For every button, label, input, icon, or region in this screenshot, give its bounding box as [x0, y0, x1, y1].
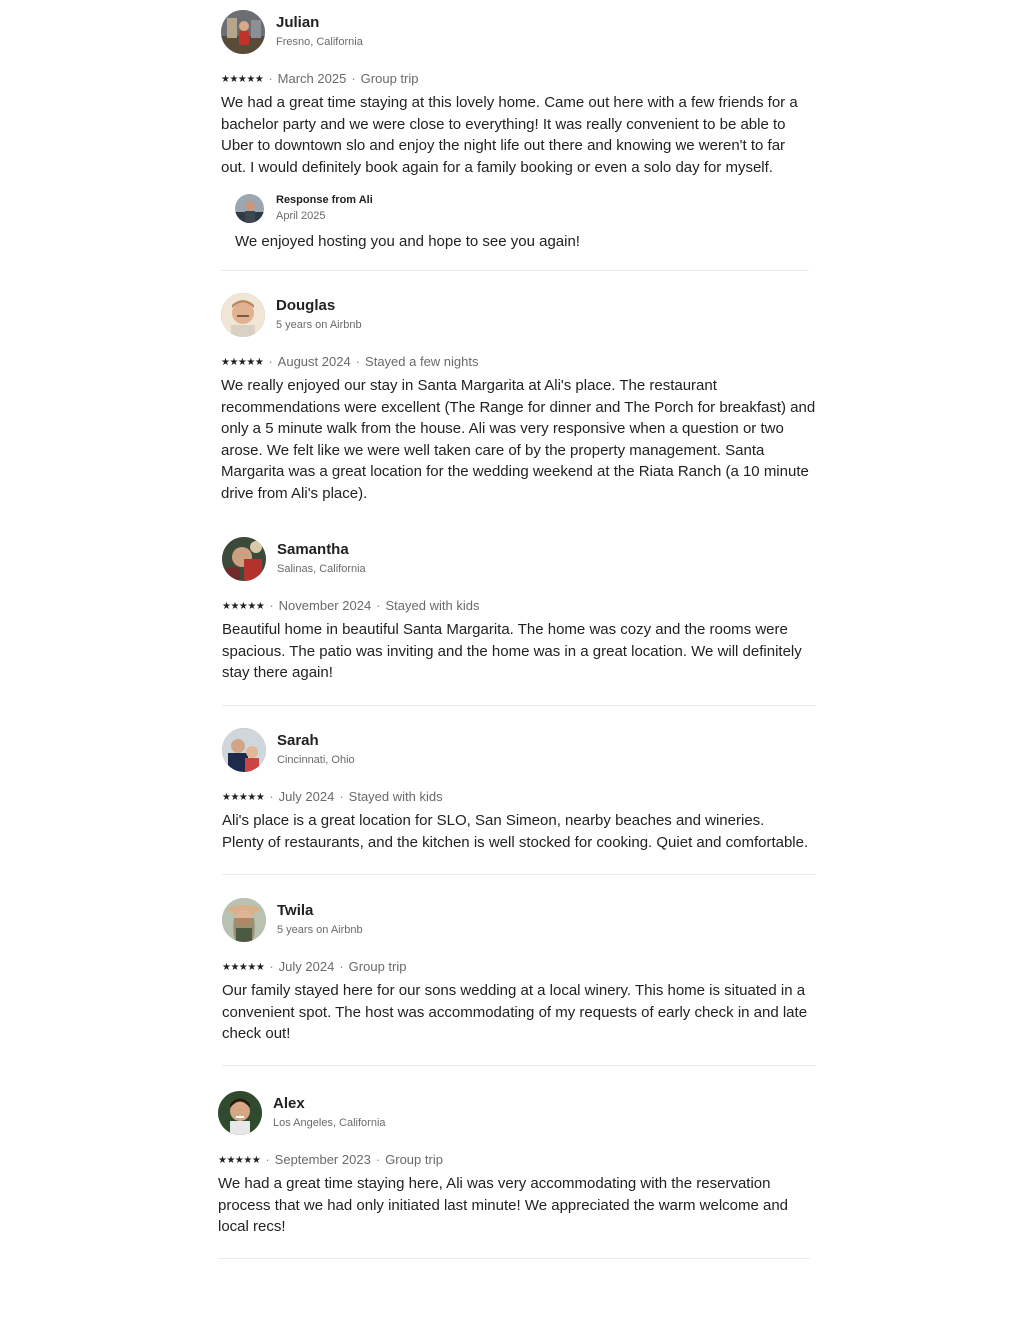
review-text: We had a great time staying at this lovely home. Came out here with a few friends for a bachelor party and we were close to everything! It was really convenient to be able to Uber to downtown slo and enjoy the night life out there and knowing we weren't to far out. I would definitely book again for a family booking or even a solo day for myself.: [221, 94, 798, 176]
review-text: Ali's place is a great location for SLO, San Simeon, nearby beaches and wineries. Plenty of restaurants, and the kitchen is well stocked for cooking. Quiet and comfortable.: [222, 812, 809, 851]
review-text: We really enjoyed our stay in Santa Margarita at Ali's place. The restaurant recommendations were excellent (The Range for dinner and The Porch for breakfast) and only a 5 minute walk from the house. Ali was very responsive when a question or two arose. We felt like we were well taken care of by the property management. Santa Margarita was a great location for the wedding weekend at the Riata Ranch (a 10 minute drive from Ali's place).: [221, 377, 816, 502]
trip-type: Stayed a few nights: [365, 354, 479, 369]
rating-stars: ★★★★★: [221, 357, 264, 368]
reviewer-location: Salinas, California: [277, 563, 366, 575]
trip-type: Stayed with kids: [348, 789, 443, 804]
reviewer-avatar[interactable]: [222, 898, 266, 942]
review-card: [222, 537, 822, 684]
review-date: September 2023: [274, 1152, 371, 1167]
review-divider: [222, 874, 816, 875]
reviewer-name: Julian: [276, 14, 320, 31]
review-date: July 2024: [278, 789, 335, 804]
review-header: [222, 898, 822, 942]
separator-dot: ·: [375, 1152, 381, 1167]
review-header: [221, 10, 821, 54]
review-divider: [218, 1258, 810, 1259]
rating-stars: ★★★★★: [222, 962, 265, 973]
review-text: Beautiful home in beautiful Santa Margarita. The home was cozy and the rooms were spacious. The patio was inviting and the home was in a great location. We will definitely stay there again!: [222, 621, 802, 681]
review-date: March 2025: [277, 71, 347, 86]
separator-dot: ·: [269, 959, 274, 974]
review-meta: [222, 598, 822, 614]
review-date: July 2024: [278, 959, 335, 974]
review-header: [218, 1091, 818, 1135]
separator-dot: ·: [339, 959, 344, 974]
review-divider: [221, 270, 809, 271]
reviewer-tenure: 5 years on Airbnb: [277, 924, 363, 936]
reviewer-name: Sarah: [277, 732, 319, 749]
review-card: [221, 293, 821, 504]
reviewer-name: Douglas: [276, 297, 336, 314]
review-divider: [222, 705, 816, 706]
separator-dot: ·: [351, 71, 356, 86]
reviewer-avatar[interactable]: [222, 728, 266, 772]
trip-type: Group trip: [348, 959, 407, 974]
response-title: Response from Ali: [276, 194, 373, 206]
trip-type: Group trip: [385, 1152, 443, 1167]
reviewer-location: Cincinnati, Ohio: [277, 754, 355, 766]
reviewer-name: Samantha: [277, 541, 349, 558]
rating-stars: ★★★★★: [218, 1155, 261, 1166]
reviewer-name: Twila: [277, 902, 314, 919]
separator-dot: ·: [268, 354, 273, 369]
review-header: [222, 728, 822, 772]
response-text: We enjoyed hosting you and hope to see you again!: [235, 233, 580, 250]
review-date: November 2024: [278, 598, 372, 613]
separator-dot: ·: [269, 598, 274, 613]
reviewer-tenure: 5 years on Airbnb: [276, 319, 362, 331]
rating-stars: ★★★★★: [222, 792, 265, 803]
reviewer-avatar[interactable]: [218, 1091, 262, 1135]
reviewer-location: Los Angeles, California: [273, 1117, 386, 1129]
reviewer-location: Fresno, California: [276, 36, 363, 48]
review-meta: [221, 71, 821, 87]
reviewer-avatar[interactable]: [222, 537, 266, 581]
review-date: August 2024: [277, 354, 351, 369]
review-card: [218, 1091, 818, 1238]
review-divider: [222, 1065, 816, 1066]
reviewer-name: Alex: [273, 1095, 305, 1112]
separator-dot: ·: [265, 1152, 270, 1167]
reviewer-avatar[interactable]: [221, 293, 265, 337]
review-card: [222, 728, 822, 853]
host-avatar[interactable]: [235, 194, 264, 223]
separator-dot: ·: [376, 598, 381, 613]
response-date: April 2025: [276, 210, 326, 222]
rating-stars: ★★★★★: [221, 74, 264, 85]
reviewer-avatar[interactable]: [221, 10, 265, 54]
separator-dot: ·: [355, 354, 361, 369]
separator-dot: ·: [269, 789, 274, 804]
review-meta: [218, 1152, 818, 1168]
separator-dot: ·: [268, 71, 273, 86]
review-meta: [222, 789, 822, 805]
rating-stars: ★★★★★: [222, 601, 265, 612]
review-header: [222, 537, 822, 581]
trip-type: Stayed with kids: [385, 598, 480, 613]
review-card: [221, 10, 821, 250]
review-card: [222, 898, 822, 1045]
review-text: Our family stayed here for our sons wedding at a local winery. This home is situated in a convenient spot. The host was accommodating of my requests of early check in and late check out!: [222, 982, 808, 1042]
review-header: [221, 293, 821, 337]
trip-type: Group trip: [360, 71, 419, 86]
review-meta: [222, 959, 822, 975]
review-text: We had a great time staying here, Ali was very accommodating with the reservation process that we had only initiated last minute! We appreciated the warm welcome and local recs!: [218, 1175, 789, 1235]
review-meta: [221, 354, 821, 370]
separator-dot: ·: [339, 789, 344, 804]
